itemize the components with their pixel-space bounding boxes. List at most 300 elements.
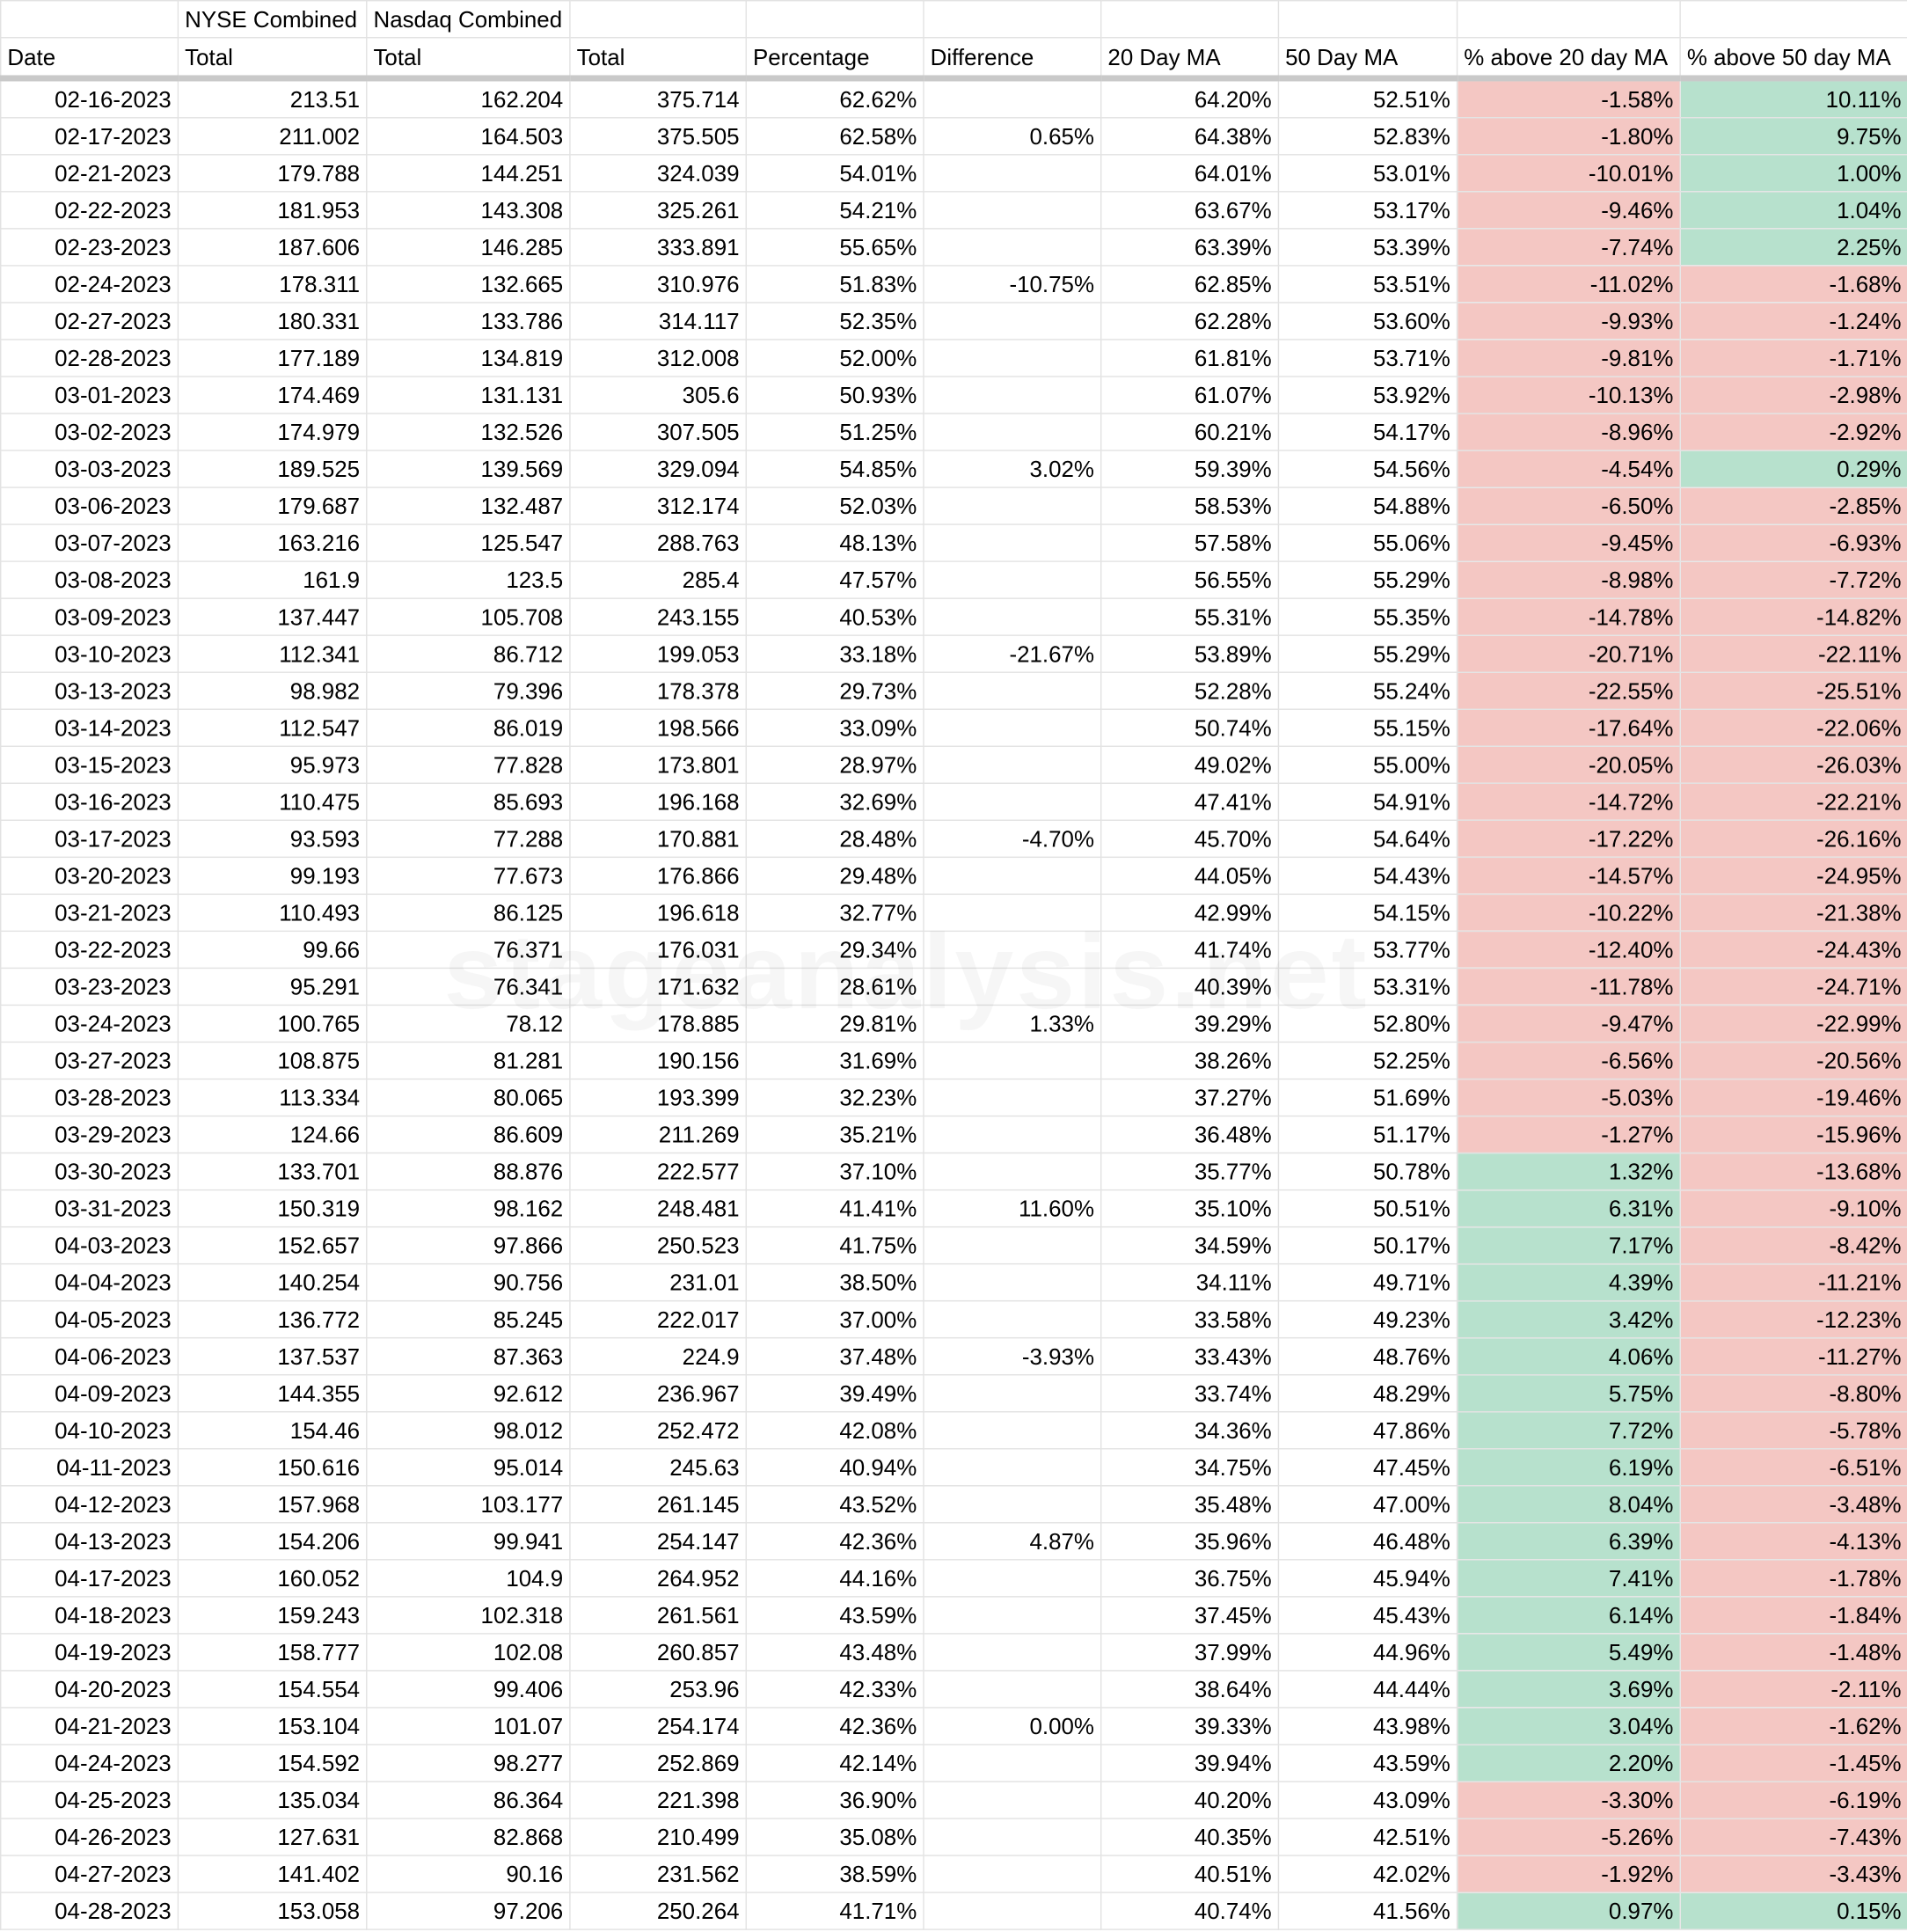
cell-nyse-total[interactable]: 100.765 bbox=[178, 1005, 366, 1042]
cell-ma50[interactable]: 53.51% bbox=[1278, 266, 1457, 303]
cell-above-ma50[interactable]: -4.13% bbox=[1680, 1523, 1907, 1560]
cell-total[interactable]: 236.967 bbox=[570, 1375, 746, 1412]
cell-above-ma20[interactable]: -9.93% bbox=[1458, 303, 1681, 340]
cell-ma20[interactable]: 41.74% bbox=[1101, 931, 1279, 968]
cell-difference[interactable]: -21.67% bbox=[924, 635, 1101, 672]
cell-difference[interactable]: 1.33% bbox=[924, 1005, 1101, 1042]
cell-ma20[interactable]: 38.64% bbox=[1101, 1671, 1279, 1708]
cell-ma20[interactable]: 34.11% bbox=[1101, 1264, 1279, 1301]
cell-above-ma50[interactable]: 9.75% bbox=[1680, 118, 1907, 155]
cell-ma50[interactable]: 49.71% bbox=[1278, 1264, 1457, 1301]
cell-ma20[interactable]: 53.89% bbox=[1101, 635, 1279, 672]
cell-above-ma20[interactable]: 1.32% bbox=[1458, 1153, 1681, 1190]
cell-total[interactable]: 250.264 bbox=[570, 1892, 746, 1929]
cell-ma20[interactable]: 35.48% bbox=[1101, 1486, 1279, 1523]
cell-above-ma50[interactable]: 10.11% bbox=[1680, 78, 1907, 118]
cell-nasdaq-total[interactable]: 90.756 bbox=[367, 1264, 570, 1301]
cell-nasdaq-total[interactable]: 97.866 bbox=[367, 1227, 570, 1264]
cell-nyse-total[interactable]: 99.193 bbox=[178, 857, 366, 894]
cell-percentage[interactable]: 35.21% bbox=[746, 1116, 924, 1153]
cell-above-ma50[interactable]: -6.51% bbox=[1680, 1449, 1907, 1486]
cell-percentage[interactable]: 42.36% bbox=[746, 1708, 924, 1745]
cell-date[interactable]: 03-09-2023 bbox=[1, 598, 179, 635]
cell-total[interactable]: 176.866 bbox=[570, 857, 746, 894]
cell-above-ma20[interactable]: -5.03% bbox=[1458, 1079, 1681, 1116]
cell-above-ma20[interactable]: 7.17% bbox=[1458, 1227, 1681, 1264]
cell-date[interactable]: 03-06-2023 bbox=[1, 487, 179, 524]
cell-nasdaq-total[interactable]: 131.131 bbox=[367, 377, 570, 413]
cell-date[interactable]: 02-23-2023 bbox=[1, 229, 179, 266]
cell-nyse-total[interactable]: 161.9 bbox=[178, 561, 366, 598]
cell-ma20[interactable]: 60.21% bbox=[1101, 413, 1279, 450]
cell-nasdaq-total[interactable]: 76.371 bbox=[367, 931, 570, 968]
cell-above-ma50[interactable]: -19.46% bbox=[1680, 1079, 1907, 1116]
cell-percentage[interactable]: 42.08% bbox=[746, 1412, 924, 1449]
cell-nasdaq-total[interactable]: 144.251 bbox=[367, 155, 570, 192]
cell-ma20[interactable]: 52.28% bbox=[1101, 672, 1279, 709]
cell-above-ma50[interactable]: -22.99% bbox=[1680, 1005, 1907, 1042]
cell-ma50[interactable]: 43.59% bbox=[1278, 1745, 1457, 1782]
cell-total[interactable]: 222.017 bbox=[570, 1301, 746, 1338]
cell-ma20[interactable]: 37.45% bbox=[1101, 1597, 1279, 1634]
cell-date[interactable]: 03-15-2023 bbox=[1, 746, 179, 783]
cell-ma50[interactable]: 47.45% bbox=[1278, 1449, 1457, 1486]
cell-percentage[interactable]: 52.03% bbox=[746, 487, 924, 524]
cell-ma20[interactable]: 33.43% bbox=[1101, 1338, 1279, 1375]
cell-nasdaq-total[interactable]: 143.308 bbox=[367, 192, 570, 229]
cell-above-ma20[interactable]: -8.96% bbox=[1458, 413, 1681, 450]
cell-nasdaq-total[interactable]: 86.609 bbox=[367, 1116, 570, 1153]
cell-above-ma20[interactable]: 3.69% bbox=[1458, 1671, 1681, 1708]
cell-difference[interactable] bbox=[924, 1301, 1101, 1338]
cell-above-ma20[interactable]: -4.54% bbox=[1458, 450, 1681, 487]
cell-difference[interactable] bbox=[924, 1042, 1101, 1079]
cell-ma50[interactable]: 55.00% bbox=[1278, 746, 1457, 783]
cell-ma20[interactable]: 37.99% bbox=[1101, 1634, 1279, 1671]
cell-ma20[interactable]: 64.20% bbox=[1101, 78, 1279, 118]
cell-above-ma20[interactable]: -17.22% bbox=[1458, 820, 1681, 857]
cell-total[interactable]: 224.9 bbox=[570, 1338, 746, 1375]
cell-above-ma50[interactable]: -25.51% bbox=[1680, 672, 1907, 709]
cell-difference[interactable] bbox=[924, 968, 1101, 1005]
cell-nyse-total[interactable]: 137.537 bbox=[178, 1338, 366, 1375]
cell-total[interactable]: 193.399 bbox=[570, 1079, 746, 1116]
cell-above-ma50[interactable]: -8.80% bbox=[1680, 1375, 1907, 1412]
cell-nyse-total[interactable]: 154.206 bbox=[178, 1523, 366, 1560]
cell-date[interactable]: 03-03-2023 bbox=[1, 450, 179, 487]
header-cell-total[interactable]: Total bbox=[570, 38, 746, 78]
cell-ma20[interactable]: 58.53% bbox=[1101, 487, 1279, 524]
cell-difference[interactable] bbox=[924, 229, 1101, 266]
cell-above-ma50[interactable]: -1.78% bbox=[1680, 1560, 1907, 1597]
cell-ma50[interactable]: 55.35% bbox=[1278, 598, 1457, 635]
cell-above-ma50[interactable]: -26.16% bbox=[1680, 820, 1907, 857]
cell-above-ma20[interactable]: -9.45% bbox=[1458, 524, 1681, 561]
cell-date[interactable]: 03-01-2023 bbox=[1, 377, 179, 413]
cell-date[interactable]: 04-13-2023 bbox=[1, 1523, 179, 1560]
cell-date[interactable]: 04-11-2023 bbox=[1, 1449, 179, 1486]
cell-nyse-total[interactable]: 112.547 bbox=[178, 709, 366, 746]
cell-difference[interactable] bbox=[924, 1153, 1101, 1190]
cell-percentage[interactable]: 37.10% bbox=[746, 1153, 924, 1190]
cell-ma20[interactable]: 35.77% bbox=[1101, 1153, 1279, 1190]
cell-nyse-total[interactable]: 140.254 bbox=[178, 1264, 366, 1301]
cell-difference[interactable]: -3.93% bbox=[924, 1338, 1101, 1375]
cell-ma50[interactable]: 52.51% bbox=[1278, 78, 1457, 118]
cell-ma20[interactable]: 45.70% bbox=[1101, 820, 1279, 857]
cell-percentage[interactable]: 35.08% bbox=[746, 1819, 924, 1855]
cell-total[interactable]: 210.499 bbox=[570, 1819, 746, 1855]
cell-nyse-total[interactable]: 157.968 bbox=[178, 1486, 366, 1523]
cell-above-ma20[interactable]: 8.04% bbox=[1458, 1486, 1681, 1523]
cell-above-ma50[interactable]: -22.21% bbox=[1680, 783, 1907, 820]
cell-nyse-total[interactable]: 112.341 bbox=[178, 635, 366, 672]
cell-above-ma50[interactable]: -22.06% bbox=[1680, 709, 1907, 746]
cell-above-ma20[interactable]: 6.19% bbox=[1458, 1449, 1681, 1486]
cell-above-ma20[interactable]: -22.55% bbox=[1458, 672, 1681, 709]
cell-above-ma20[interactable]: -11.02% bbox=[1458, 266, 1681, 303]
cell-nyse-total[interactable]: 158.777 bbox=[178, 1634, 366, 1671]
cell-nyse-total[interactable]: 150.319 bbox=[178, 1190, 366, 1227]
cell-above-ma20[interactable]: 5.75% bbox=[1458, 1375, 1681, 1412]
cell-above-ma50[interactable]: 1.00% bbox=[1680, 155, 1907, 192]
header-cell-above-20-day-ma[interactable]: % above 20 day MA bbox=[1458, 38, 1681, 78]
cell-nyse-total[interactable]: 95.973 bbox=[178, 746, 366, 783]
cell-nasdaq-total[interactable]: 86.364 bbox=[367, 1782, 570, 1819]
cell-date[interactable]: 03-02-2023 bbox=[1, 413, 179, 450]
cell-above-ma20[interactable]: -3.30% bbox=[1458, 1782, 1681, 1819]
cell-date[interactable]: 03-14-2023 bbox=[1, 709, 179, 746]
cell-total[interactable]: 285.4 bbox=[570, 561, 746, 598]
cell-ma50[interactable]: 55.29% bbox=[1278, 561, 1457, 598]
cell-nyse-total[interactable]: 160.052 bbox=[178, 1560, 366, 1597]
cell-nasdaq-total[interactable]: 97.206 bbox=[367, 1892, 570, 1929]
cell-nasdaq-total[interactable]: 132.487 bbox=[367, 487, 570, 524]
cell-above-ma50[interactable]: -7.72% bbox=[1680, 561, 1907, 598]
cell-nyse-total[interactable]: 144.355 bbox=[178, 1375, 366, 1412]
cell-percentage[interactable]: 40.94% bbox=[746, 1449, 924, 1486]
cell-nasdaq-total[interactable]: 101.07 bbox=[367, 1708, 570, 1745]
cell-difference[interactable] bbox=[924, 303, 1101, 340]
cell-nyse-total[interactable]: 153.104 bbox=[178, 1708, 366, 1745]
cell-percentage[interactable]: 47.57% bbox=[746, 561, 924, 598]
cell-total[interactable]: 222.577 bbox=[570, 1153, 746, 1190]
cell-above-ma20[interactable]: -10.22% bbox=[1458, 894, 1681, 931]
cell-nyse-total[interactable]: 137.447 bbox=[178, 598, 366, 635]
header-cell-percentage[interactable]: Percentage bbox=[746, 38, 924, 78]
cell-total[interactable]: 252.869 bbox=[570, 1745, 746, 1782]
cell-ma20[interactable]: 40.51% bbox=[1101, 1855, 1279, 1892]
cell-percentage[interactable]: 38.50% bbox=[746, 1264, 924, 1301]
header-cell[interactable] bbox=[746, 1, 924, 38]
cell-date[interactable]: 03-16-2023 bbox=[1, 783, 179, 820]
cell-total[interactable]: 261.145 bbox=[570, 1486, 746, 1523]
cell-above-ma50[interactable]: -24.43% bbox=[1680, 931, 1907, 968]
cell-above-ma50[interactable]: -6.19% bbox=[1680, 1782, 1907, 1819]
cell-ma20[interactable]: 33.58% bbox=[1101, 1301, 1279, 1338]
cell-ma20[interactable]: 62.85% bbox=[1101, 266, 1279, 303]
cell-percentage[interactable]: 55.65% bbox=[746, 229, 924, 266]
cell-nyse-total[interactable]: 187.606 bbox=[178, 229, 366, 266]
cell-difference[interactable] bbox=[924, 1782, 1101, 1819]
cell-date[interactable]: 04-24-2023 bbox=[1, 1745, 179, 1782]
cell-above-ma50[interactable]: 1.04% bbox=[1680, 192, 1907, 229]
cell-above-ma20[interactable]: -1.92% bbox=[1458, 1855, 1681, 1892]
cell-ma50[interactable]: 50.78% bbox=[1278, 1153, 1457, 1190]
cell-difference[interactable] bbox=[924, 598, 1101, 635]
cell-total[interactable]: 250.523 bbox=[570, 1227, 746, 1264]
cell-ma50[interactable]: 52.25% bbox=[1278, 1042, 1457, 1079]
cell-percentage[interactable]: 39.49% bbox=[746, 1375, 924, 1412]
cell-above-ma20[interactable]: -6.50% bbox=[1458, 487, 1681, 524]
cell-ma50[interactable]: 43.09% bbox=[1278, 1782, 1457, 1819]
cell-total[interactable]: 254.174 bbox=[570, 1708, 746, 1745]
cell-percentage[interactable]: 43.48% bbox=[746, 1634, 924, 1671]
cell-total[interactable]: 178.378 bbox=[570, 672, 746, 709]
cell-nyse-total[interactable]: 113.334 bbox=[178, 1079, 366, 1116]
cell-nasdaq-total[interactable]: 81.281 bbox=[367, 1042, 570, 1079]
cell-ma50[interactable]: 54.88% bbox=[1278, 487, 1457, 524]
cell-nasdaq-total[interactable]: 86.125 bbox=[367, 894, 570, 931]
cell-above-ma20[interactable]: -14.57% bbox=[1458, 857, 1681, 894]
cell-date[interactable]: 03-31-2023 bbox=[1, 1190, 179, 1227]
cell-ma20[interactable]: 34.59% bbox=[1101, 1227, 1279, 1264]
cell-nasdaq-total[interactable]: 87.363 bbox=[367, 1338, 570, 1375]
cell-above-ma50[interactable]: -1.62% bbox=[1680, 1708, 1907, 1745]
cell-total[interactable]: 243.155 bbox=[570, 598, 746, 635]
cell-nasdaq-total[interactable]: 86.019 bbox=[367, 709, 570, 746]
cell-above-ma50[interactable]: -11.21% bbox=[1680, 1264, 1907, 1301]
cell-above-ma50[interactable]: -1.24% bbox=[1680, 303, 1907, 340]
cell-nyse-total[interactable]: 180.331 bbox=[178, 303, 366, 340]
cell-above-ma50[interactable]: -22.11% bbox=[1680, 635, 1907, 672]
cell-nyse-total[interactable]: 110.475 bbox=[178, 783, 366, 820]
cell-percentage[interactable]: 43.59% bbox=[746, 1597, 924, 1634]
cell-nyse-total[interactable]: 154.592 bbox=[178, 1745, 366, 1782]
cell-percentage[interactable]: 52.35% bbox=[746, 303, 924, 340]
cell-nasdaq-total[interactable]: 146.285 bbox=[367, 229, 570, 266]
cell-percentage[interactable]: 40.53% bbox=[746, 598, 924, 635]
cell-date[interactable]: 03-07-2023 bbox=[1, 524, 179, 561]
cell-total[interactable]: 196.168 bbox=[570, 783, 746, 820]
cell-difference[interactable] bbox=[924, 155, 1101, 192]
cell-date[interactable]: 04-27-2023 bbox=[1, 1855, 179, 1892]
cell-ma20[interactable]: 63.67% bbox=[1101, 192, 1279, 229]
cell-difference[interactable] bbox=[924, 561, 1101, 598]
cell-nasdaq-total[interactable]: 104.9 bbox=[367, 1560, 570, 1597]
cell-total[interactable]: 264.952 bbox=[570, 1560, 746, 1597]
cell-above-ma20[interactable]: -10.01% bbox=[1458, 155, 1681, 192]
cell-date[interactable]: 04-03-2023 bbox=[1, 1227, 179, 1264]
cell-difference[interactable] bbox=[924, 857, 1101, 894]
cell-nyse-total[interactable]: 98.982 bbox=[178, 672, 366, 709]
cell-nyse-total[interactable]: 153.058 bbox=[178, 1892, 366, 1929]
cell-date[interactable]: 02-17-2023 bbox=[1, 118, 179, 155]
cell-ma50[interactable]: 54.17% bbox=[1278, 413, 1457, 450]
cell-nyse-total[interactable]: 124.66 bbox=[178, 1116, 366, 1153]
cell-date[interactable]: 04-25-2023 bbox=[1, 1782, 179, 1819]
cell-ma50[interactable]: 44.44% bbox=[1278, 1671, 1457, 1708]
cell-nyse-total[interactable]: 150.616 bbox=[178, 1449, 366, 1486]
cell-above-ma50[interactable]: -2.98% bbox=[1680, 377, 1907, 413]
cell-ma20[interactable]: 37.27% bbox=[1101, 1079, 1279, 1116]
cell-ma50[interactable]: 48.29% bbox=[1278, 1375, 1457, 1412]
cell-percentage[interactable]: 28.61% bbox=[746, 968, 924, 1005]
cell-nasdaq-total[interactable]: 85.245 bbox=[367, 1301, 570, 1338]
cell-ma20[interactable]: 39.94% bbox=[1101, 1745, 1279, 1782]
cell-nyse-total[interactable]: 95.291 bbox=[178, 968, 366, 1005]
cell-above-ma20[interactable]: -8.98% bbox=[1458, 561, 1681, 598]
cell-difference[interactable] bbox=[924, 1745, 1101, 1782]
cell-nyse-total[interactable]: 163.216 bbox=[178, 524, 366, 561]
cell-percentage[interactable]: 62.62% bbox=[746, 78, 924, 118]
cell-nyse-total[interactable]: 99.66 bbox=[178, 931, 366, 968]
cell-ma50[interactable]: 50.51% bbox=[1278, 1190, 1457, 1227]
cell-nyse-total[interactable]: 174.979 bbox=[178, 413, 366, 450]
cell-percentage[interactable]: 51.83% bbox=[746, 266, 924, 303]
cell-total[interactable]: 305.6 bbox=[570, 377, 746, 413]
cell-total[interactable]: 221.398 bbox=[570, 1782, 746, 1819]
cell-percentage[interactable]: 51.25% bbox=[746, 413, 924, 450]
header-cell-difference[interactable]: Difference bbox=[924, 38, 1101, 78]
cell-date[interactable]: 03-22-2023 bbox=[1, 931, 179, 968]
cell-total[interactable]: 178.885 bbox=[570, 1005, 746, 1042]
cell-difference[interactable] bbox=[924, 1597, 1101, 1634]
cell-difference[interactable]: 0.65% bbox=[924, 118, 1101, 155]
cell-total[interactable]: 288.763 bbox=[570, 524, 746, 561]
cell-difference[interactable] bbox=[924, 1819, 1101, 1855]
cell-percentage[interactable]: 48.13% bbox=[746, 524, 924, 561]
cell-above-ma50[interactable]: -1.84% bbox=[1680, 1597, 1907, 1634]
cell-percentage[interactable]: 41.41% bbox=[746, 1190, 924, 1227]
cell-total[interactable]: 307.505 bbox=[570, 413, 746, 450]
cell-above-ma50[interactable]: -9.10% bbox=[1680, 1190, 1907, 1227]
cell-ma20[interactable]: 61.81% bbox=[1101, 340, 1279, 377]
cell-total[interactable]: 325.261 bbox=[570, 192, 746, 229]
cell-nasdaq-total[interactable]: 88.876 bbox=[367, 1153, 570, 1190]
cell-ma50[interactable]: 54.15% bbox=[1278, 894, 1457, 931]
header-cell[interactable] bbox=[1458, 1, 1681, 38]
cell-difference[interactable] bbox=[924, 1375, 1101, 1412]
cell-nasdaq-total[interactable]: 98.162 bbox=[367, 1190, 570, 1227]
cell-ma50[interactable]: 46.48% bbox=[1278, 1523, 1457, 1560]
cell-nyse-total[interactable]: 159.243 bbox=[178, 1597, 366, 1634]
cell-difference[interactable] bbox=[924, 340, 1101, 377]
cell-nasdaq-total[interactable]: 123.5 bbox=[367, 561, 570, 598]
cell-difference[interactable] bbox=[924, 1227, 1101, 1264]
cell-ma20[interactable]: 63.39% bbox=[1101, 229, 1279, 266]
cell-ma20[interactable]: 33.74% bbox=[1101, 1375, 1279, 1412]
cell-above-ma50[interactable]: -24.95% bbox=[1680, 857, 1907, 894]
cell-above-ma50[interactable]: -8.42% bbox=[1680, 1227, 1907, 1264]
cell-date[interactable]: 02-24-2023 bbox=[1, 266, 179, 303]
cell-difference[interactable] bbox=[924, 1892, 1101, 1929]
cell-total[interactable]: 190.156 bbox=[570, 1042, 746, 1079]
cell-date[interactable]: 03-08-2023 bbox=[1, 561, 179, 598]
cell-date[interactable]: 03-23-2023 bbox=[1, 968, 179, 1005]
cell-total[interactable]: 171.632 bbox=[570, 968, 746, 1005]
cell-above-ma20[interactable]: 3.04% bbox=[1458, 1708, 1681, 1745]
cell-date[interactable]: 04-09-2023 bbox=[1, 1375, 179, 1412]
cell-above-ma20[interactable]: 6.31% bbox=[1458, 1190, 1681, 1227]
cell-above-ma20[interactable]: 2.20% bbox=[1458, 1745, 1681, 1782]
cell-above-ma50[interactable]: -12.23% bbox=[1680, 1301, 1907, 1338]
cell-ma20[interactable]: 40.20% bbox=[1101, 1782, 1279, 1819]
cell-percentage[interactable]: 31.69% bbox=[746, 1042, 924, 1079]
cell-ma20[interactable]: 55.31% bbox=[1101, 598, 1279, 635]
cell-difference[interactable] bbox=[924, 1412, 1101, 1449]
cell-nasdaq-total[interactable]: 99.941 bbox=[367, 1523, 570, 1560]
cell-difference[interactable] bbox=[924, 1671, 1101, 1708]
cell-difference[interactable] bbox=[924, 1079, 1101, 1116]
cell-above-ma20[interactable]: -11.78% bbox=[1458, 968, 1681, 1005]
cell-nasdaq-total[interactable]: 85.693 bbox=[367, 783, 570, 820]
cell-ma20[interactable]: 35.10% bbox=[1101, 1190, 1279, 1227]
cell-ma50[interactable]: 53.17% bbox=[1278, 192, 1457, 229]
header-cell[interactable] bbox=[1278, 1, 1457, 38]
cell-percentage[interactable]: 52.00% bbox=[746, 340, 924, 377]
cell-nyse-total[interactable]: 181.953 bbox=[178, 192, 366, 229]
cell-above-ma20[interactable]: 4.39% bbox=[1458, 1264, 1681, 1301]
cell-difference[interactable]: -4.70% bbox=[924, 820, 1101, 857]
cell-ma20[interactable]: 36.75% bbox=[1101, 1560, 1279, 1597]
cell-percentage[interactable]: 38.59% bbox=[746, 1855, 924, 1892]
cell-nyse-total[interactable]: 211.002 bbox=[178, 118, 366, 155]
cell-difference[interactable] bbox=[924, 1449, 1101, 1486]
cell-total[interactable]: 254.147 bbox=[570, 1523, 746, 1560]
cell-date[interactable]: 03-10-2023 bbox=[1, 635, 179, 672]
header-cell-20-day-ma[interactable]: 20 Day MA bbox=[1101, 38, 1279, 78]
cell-above-ma20[interactable]: -6.56% bbox=[1458, 1042, 1681, 1079]
cell-percentage[interactable]: 32.77% bbox=[746, 894, 924, 931]
cell-difference[interactable] bbox=[924, 1634, 1101, 1671]
cell-above-ma50[interactable]: -26.03% bbox=[1680, 746, 1907, 783]
cell-total[interactable]: 176.031 bbox=[570, 931, 746, 968]
cell-above-ma20[interactable]: -12.40% bbox=[1458, 931, 1681, 968]
cell-above-ma50[interactable]: -5.78% bbox=[1680, 1412, 1907, 1449]
cell-date[interactable]: 02-27-2023 bbox=[1, 303, 179, 340]
cell-ma50[interactable]: 54.43% bbox=[1278, 857, 1457, 894]
cell-ma50[interactable]: 48.76% bbox=[1278, 1338, 1457, 1375]
cell-above-ma20[interactable]: -9.47% bbox=[1458, 1005, 1681, 1042]
cell-nyse-total[interactable]: 133.701 bbox=[178, 1153, 366, 1190]
cell-total[interactable]: 211.269 bbox=[570, 1116, 746, 1153]
cell-above-ma50[interactable]: 0.29% bbox=[1680, 450, 1907, 487]
cell-date[interactable]: 04-26-2023 bbox=[1, 1819, 179, 1855]
cell-ma50[interactable]: 47.86% bbox=[1278, 1412, 1457, 1449]
cell-above-ma20[interactable]: 6.39% bbox=[1458, 1523, 1681, 1560]
cell-above-ma20[interactable]: -9.46% bbox=[1458, 192, 1681, 229]
cell-ma50[interactable]: 53.92% bbox=[1278, 377, 1457, 413]
cell-ma20[interactable]: 44.05% bbox=[1101, 857, 1279, 894]
cell-percentage[interactable]: 29.81% bbox=[746, 1005, 924, 1042]
cell-nyse-total[interactable]: 110.493 bbox=[178, 894, 366, 931]
cell-nasdaq-total[interactable]: 76.341 bbox=[367, 968, 570, 1005]
cell-ma20[interactable]: 64.38% bbox=[1101, 118, 1279, 155]
header-cell[interactable] bbox=[924, 1, 1101, 38]
cell-ma20[interactable]: 49.02% bbox=[1101, 746, 1279, 783]
cell-total[interactable]: 253.96 bbox=[570, 1671, 746, 1708]
cell-nyse-total[interactable]: 179.687 bbox=[178, 487, 366, 524]
cell-ma50[interactable]: 55.06% bbox=[1278, 524, 1457, 561]
cell-ma50[interactable]: 54.56% bbox=[1278, 450, 1457, 487]
cell-above-ma50[interactable]: -2.11% bbox=[1680, 1671, 1907, 1708]
cell-difference[interactable] bbox=[924, 413, 1101, 450]
cell-percentage[interactable]: 41.75% bbox=[746, 1227, 924, 1264]
cell-percentage[interactable]: 33.09% bbox=[746, 709, 924, 746]
cell-ma50[interactable]: 54.91% bbox=[1278, 783, 1457, 820]
cell-nasdaq-total[interactable]: 82.868 bbox=[367, 1819, 570, 1855]
